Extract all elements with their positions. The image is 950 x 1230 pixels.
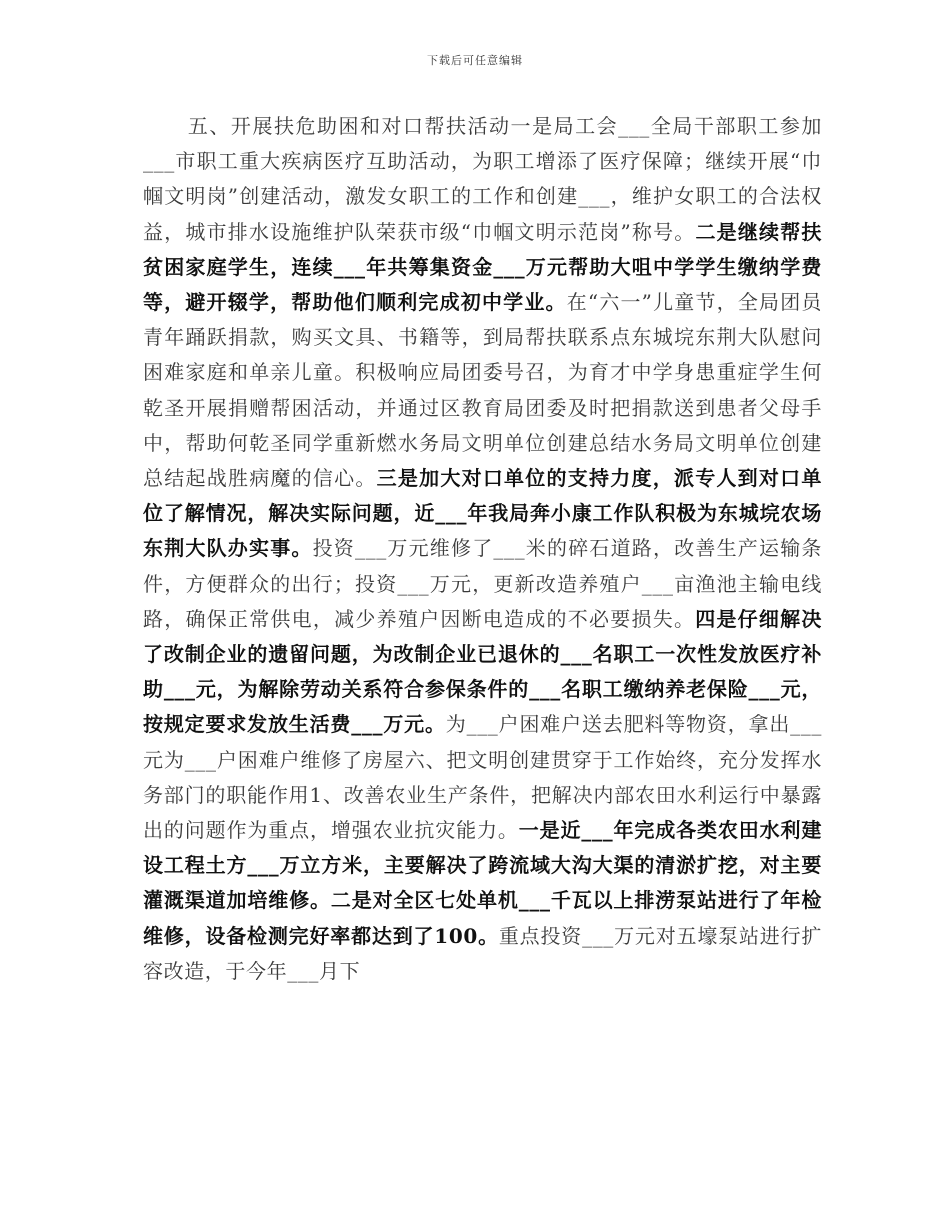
text-segment: 在“六一”儿童节，全局团员青年踊跃捐款，购买文具、书籍等，到局帮扶联系点东城垸东荆大队慰问困难家庭和单亲儿童。积极响应局团委号召，为育才中学身患重症学生何乾圣开展捐赠帮困活动，并通过区教育局团委及时把捐款送到患者父母手中，帮助何乾圣同学重新燃水务局文明单位创建总结水务局文明单位创建总结起战胜病魔的信心。 <box>143 290 822 491</box>
text-segment: 重点投资___万元对五壕泵站进行扩容改造，于今年___月下 <box>143 923 822 983</box>
text-segment: 为___户困难户送去肥料等物资，拿出___元为___户困难户维修了房屋六、把文明创建贯穿于工作始终，充分发挥水务部门的职能作用1、改善农业生产条件，把解决内部农田水利运行中暴露出的问题作为重点，增强农业抗灾能力。 <box>143 712 822 843</box>
text-segment: 五、开展扶危助困和对口帮扶活动一是局工会___全局干部职工参加___市职工重大疾病医疗互助活动，为职工增添了医疗保障；继续开展“巾帼文明岗”创建活动，激发女职工的工作和创建___，维护女职工的合法权益，城市排水设施维护队荣获市级“巾帼文明示范岗”称号。 <box>143 114 822 244</box>
bold-text-segment: 二是继续帮扶贫困家庭学生，连续___年共筹集资金___万元帮助大咀中学学生缴纳学费等，避开辍学，帮助他们顺利完成初中学业。 <box>143 219 822 315</box>
bold-text-segment: 一是近___年完成各类农田水利建设工程土方___万立方米，主要解决了跨流域大沟大渠的清淤扩挖，对主要灌溉渠道加培维修。二是对全区七处单机___千瓦以上排涝泵站进行了年检维修，设备检测完好率都达到了100。 <box>143 818 822 948</box>
page-header: 下载后可任意编辑 <box>427 54 523 67</box>
bold-text-segment: 三是加大对口单位的支持力度，派专人到对口单位了解情况，解决实际问题，近___年我局奔小康工作队积极为东城垸农场东荆大队办实事。 <box>143 466 822 561</box>
bold-text-segment: 四是仔细解决了改制企业的遗留问题，为改制企业已退休的___名职工一次性发放医疗补助___元，为解除劳动关系符合参保条件的___名职工缴纳养老保险___元，按规定要求发放生活费___万元。 <box>143 606 822 737</box>
document-paragraph <box>143 109 822 989</box>
text-segment: 投资___万元维修了___米的碎石道路，改善生产运输条件，方便群众的出行；投资___万元，更新改造养殖户___亩渔池主输电线路，确保正常供电，减少养殖户因断电造成的不必要损失。 <box>143 536 822 631</box>
